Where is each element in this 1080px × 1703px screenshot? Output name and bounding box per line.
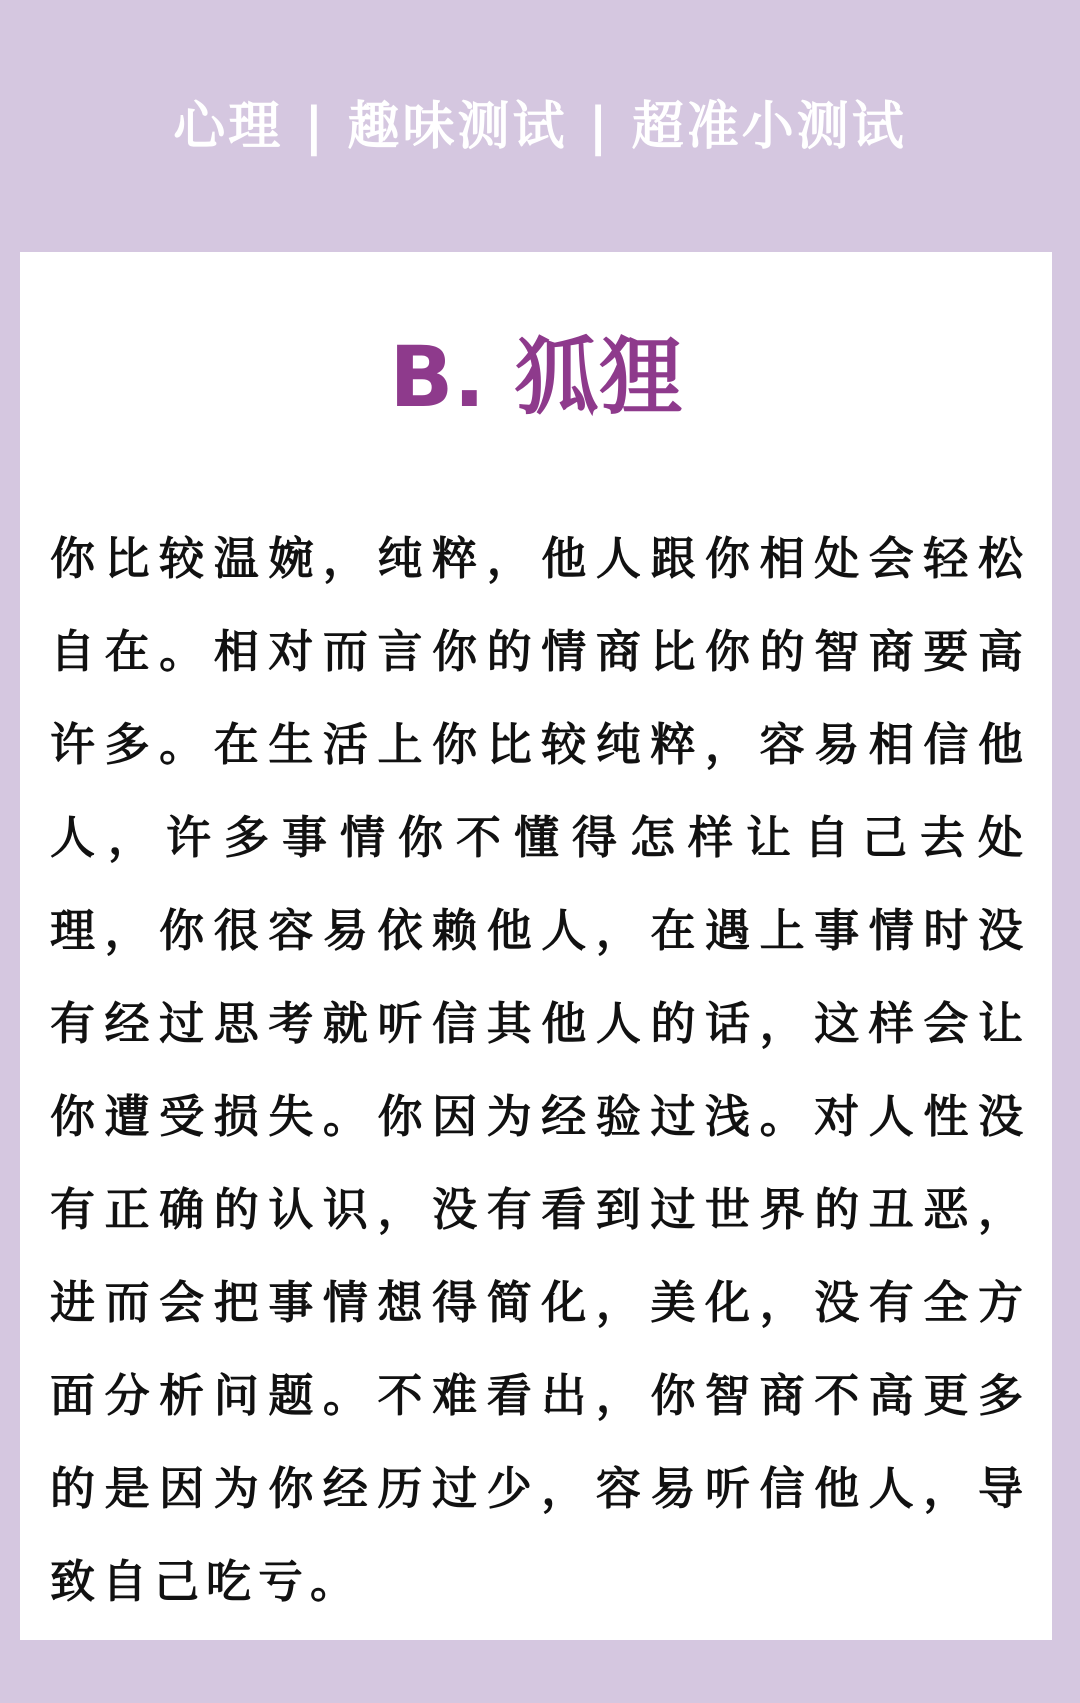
content-card [20, 252, 1052, 1640]
header-title: 心理 | 趣味测试 | 超准小测试 [173, 97, 907, 157]
result-title: B. 狐狸 [389, 328, 683, 426]
result-description: 你比较温婉，纯粹，他人跟你相处会轻松自在。相对而言你的情商比你的智商要高许多。在生活上你比较纯粹，容易相信他人，许多事情你不懂得怎样让自己去处理，你很容易依赖他人，在遇上事情时没有经过思考就听信其他人的话，这样会让你遭受损失。你因为经验过浅。对人性没有正确的认识，没有看到过世界的丑恶，进而会把事情想得简化，美化，没有全方面分析问题。不难看出，你智商不高更多的是因为你经历过少，容易听信他人，导致自己吃亏。 [50, 532, 1030, 1608]
header-banner [0, 0, 1080, 250]
